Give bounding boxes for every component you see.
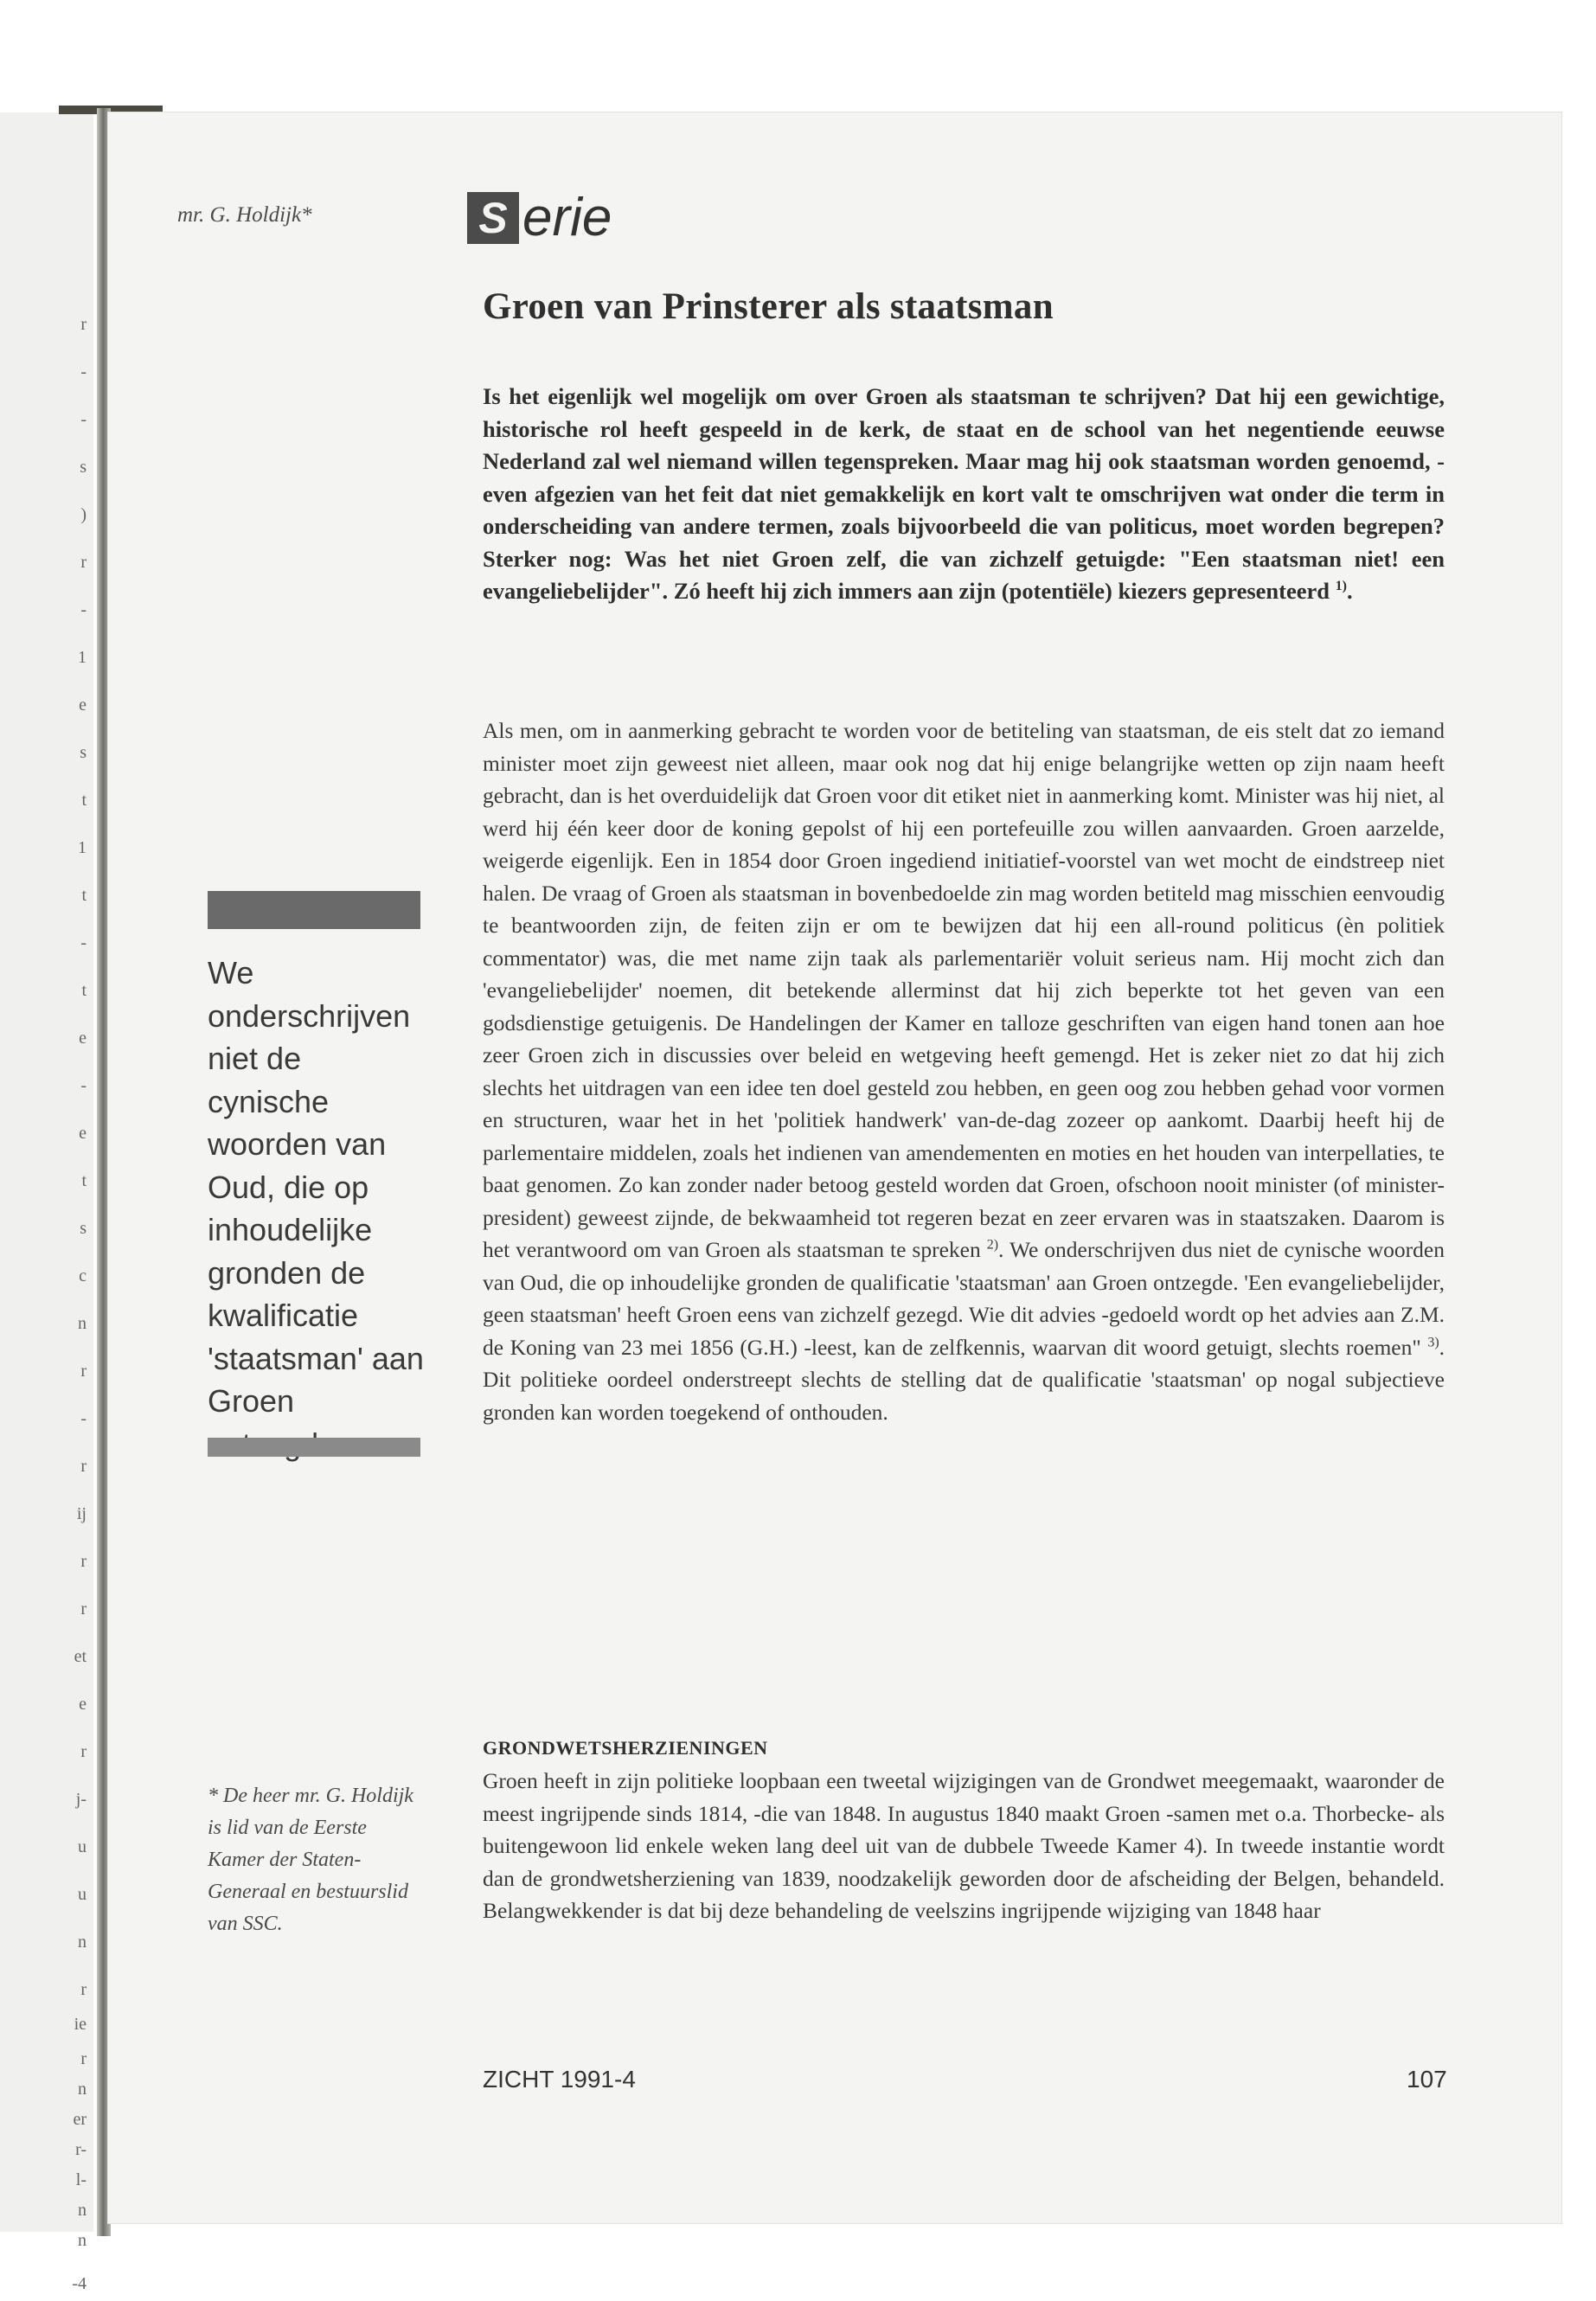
adjacent-page-fragment: t (81, 886, 87, 905)
adjacent-page-fragment: r (80, 1362, 87, 1381)
adjacent-page-fragment: s (80, 743, 87, 762)
adjacent-page-fragment: c (79, 1266, 87, 1285)
adjacent-page-fragment: l- (75, 2170, 87, 2189)
adjacent-page-fragment: t (81, 981, 87, 1000)
author-byline: mr. G. Holdijk* (177, 203, 312, 227)
footnote-ref: 1) (1335, 579, 1347, 594)
adjacent-page-fragment: s (80, 458, 87, 477)
series-label (467, 188, 612, 247)
section-heading: GRONDWETSHERZIENINGEN (483, 1737, 768, 1759)
adjacent-page-fragment: e (79, 1029, 87, 1048)
adjacent-page-fragment: - (80, 1409, 87, 1428)
section-body: Groen heeft in zijn politieke loopbaan een tweetal wijzigingen van de Grondwet meegemaakt, waaronder de meest ingrijpende sinds 1814, -die van 1848. In augustus 1840 maakt Groen -samen met o.a. Thorbecke- als buitengewoon lid enkele weken lang deel uit van de dubbele Tweede Kamer 4). In tweede instantie wordt dan de grondwetsherziening van 1839, noodzakelijk geworden door de afscheiding der Belgen, behandeld. Belangwekkender is dat bij deze behandeling de veelszins ingrijpende wijziging van 1848 haar (483, 1768, 1445, 1923)
adjacent-page-fragment: e (79, 1695, 87, 1714)
adjacent-page-fragment: r (80, 315, 87, 334)
article-title: Groen van Prinsterer als staatsman (483, 286, 1054, 327)
intro-text: Is het eigenlijk wel mogelijk om over Groen als staatsman te schrijven? Dat hij een gewichtige, historische rol heeft gespeeld in de kerk, de staat en de school van het negentiende eeuwse Nederland zal wel niemand willen tegenspreken. Maar mag hij ook staatsman worden genoemd, -even afgezien van het feit dat niet gemakkelijk en kort valt te omschrijven wat onder die term in onderscheiding van andere termen, zoals bijvoorbeeld die van politicus, moet worden begrepen? Sterker nog: Was het niet Groen zelf, die van zichzelf getuigde: "Een staatsman niet! een evangeliebelijder". Zó heeft hij zich immers aan zijn (potentiële) kiezers gepresenteerd (483, 383, 1445, 604)
adjacent-page-fragment: 1 (78, 648, 87, 667)
body-text-part-3: . Dit politieke oordeel onderstreept slechts de stelling dat de qualificatie 'staatsman' op nogal subjectieve gronden kan worden toegekend of onthouden. (483, 1334, 1445, 1425)
adjacent-page-fragment: r (80, 1980, 87, 1999)
adjacent-page-fragment: - (80, 933, 87, 952)
article-intro: Is het eigenlijk wel mogelijk om over Groen als staatsman te schrijven? Dat hij een gewichtige, historische rol heeft gespeeld in de kerk, de staat en de school van het negentiende eeuwse Nederland zal wel niemand willen tegenspreken. Maar mag hij ook staatsman worden genoemd, -even afgezien van het feit dat niet gemakkelijk en kort valt te omschrijven wat onder die term in onderscheiding van andere termen, zoals bijvoorbeeld die van politicus, moet worden begrepen? Sterker nog: Was het niet Groen zelf, die van zichzelf getuigde: "Een staatsman niet! een evangeliebelijder". Zó heeft hij zich immers aan zijn (potentiële) kiezers gepresenteerd $^{1)}$. (483, 383, 1445, 604)
adjacent-page-fragment: - (80, 600, 87, 619)
body-text-part-2: . We onderschrijven dus niet de cynische woorden van Oud, die op inhoudelijke gronden de qualificatie 'staatsman' aan Groen ontzegde. 'Een evangeliebelijder, geen staatsman' heeft Groen eens van zichzelf gezegd. Wie dit advies -gedoeld wordt op het advies aan Z.M. de Koning van 23 mei 1856 (G.H.) -leest, kan de zelfkennis, waarvan dit woord getuigt, slechts roemen" (483, 1237, 1445, 1360)
adjacent-page-fragment: n (78, 1932, 87, 1952)
adjacent-page-strip (0, 112, 93, 2293)
adjacent-page-fragment: - (80, 362, 87, 381)
adjacent-page-fragment: t (81, 1171, 87, 1190)
adjacent-page-fragment: u (78, 1885, 87, 1904)
adjacent-page-fragment: n (78, 2201, 87, 2220)
adjacent-page-fragment: r (80, 1599, 87, 1618)
adjacent-page-fragment: e (79, 695, 87, 715)
pull-quote-bar-bottom (208, 1438, 420, 1457)
adjacent-page-fragment: et (74, 1647, 87, 1666)
adjacent-page-fragment: ) (80, 505, 87, 524)
adjacent-page-fragment: er (73, 2110, 87, 2129)
adjacent-page-fragment: -4 (72, 2274, 87, 2293)
footnote-ref: 3) (1427, 1335, 1439, 1349)
author-footnote: * De heer mr. G. Holdijk is lid van de Eerste Kamer der Staten-Generaal en bestuurslid van SSC. (208, 1785, 413, 1935)
body-text-part-1: Als men, om in aanmerking gebracht te worden voor de betiteling van staatsman, de eis stelt dat zo iemand minister moet zijn geweest niet alleen, maar ook nog dat hij enige belangrijke wetten op zijn naam heeft gebracht, dan is het overduidelijk dat Groen voor dit etiket niet in aanmerking komt. Minister was hij niet, al werd hij één keer door de koning gepolst of hij een portefeuille zou willen aanvaarden. Groen aarzelde, weigerde eigenlijk. Een in 1854 door Groen ingediend initiatief-voorstel van wet mocht de eindstreep niet halen. De vraag of Groen als staatsman in bovenbedoelde zin mag worden betiteld mag misschien eenvoudig te beantwoorden zijn, de feiten zijn er om te bewijzen dat hij een all-round politicus (èn politiek commentator) was, die met name zijn taak als parlementariër voluit serieus nam. Hij mocht zich dan 'evangeliebelijder' noemen, dit betekende allerminst dat hij zich beperkte tot het geven van een godsdienstige getuigenis. De Handelingen der Kamer en talloze geschriften van eigen hand tonen aan hoe zeer Groen zich in discussies over beleid en wetgeving heeft gemengd. Het is zeker niet zo dat hij zich slechts het uitdragen van een idee ten doel gesteld zou hebben, en geen oog zou hebben gehad voor vormen en structuren, waar het in het 'politiek handwerk' van-de-dag zozeer op aankomt. Daarbij heeft hij de parlementaire middelen, zoals het indienen van amendementen en moties en het houden van interpellaties, te baat genomen. Zo kan zonder nader betoog gesteld worden dat Groen, ofschoon nooit minister (of minister-president) geweest zijnde, de bekwaamheid tot regeren bezat en zeer ervaren was in staatszaken. Daarom is het verantwoord om van Groen als staatsman te spreken (483, 718, 1445, 1262)
adjacent-page-fragment: n (78, 2231, 87, 2250)
adjacent-page-fragment: r (80, 1552, 87, 1571)
adjacent-page-fragment: ij (76, 1504, 87, 1523)
page-number: 107 (1407, 2066, 1447, 2093)
adjacent-page-fragment: r (80, 1457, 87, 1476)
footer-journal: ZICHT 1991-4 (483, 2066, 636, 2093)
footnote-ref: 2) (986, 1237, 999, 1253)
adjacent-page-fragment: ie (74, 2015, 87, 2034)
adjacent-page-fragment: t (81, 791, 87, 810)
adjacent-page-fragment: r (80, 553, 87, 572)
adjacent-page-fragment: j- (75, 1790, 87, 1809)
adjacent-page-fragment: e (79, 1124, 87, 1143)
pull-quote-bar-top (208, 891, 420, 929)
adjacent-page-fragment: n (78, 1314, 87, 1333)
adjacent-page-fragment: s (80, 1219, 87, 1238)
article-body (483, 715, 1445, 1428)
adjacent-page-fragment: r- (75, 2140, 87, 2159)
adjacent-page-fragment: r (80, 1742, 87, 1761)
adjacent-page-fragment: n (78, 2080, 87, 2099)
adjacent-page-fragment: r (80, 2049, 87, 2068)
adjacent-page-fragment: - (80, 1076, 87, 1095)
series-label-rest: erie (522, 188, 612, 247)
adjacent-page-fragment: 1 (78, 838, 87, 857)
adjacent-page-fragment: - (80, 410, 87, 429)
pull-quote: We onderschrijven niet de cynische woorden van Oud, die op inhoudelijke gronden de kwalificatie 'staatsman' aan Groen (208, 955, 424, 1419)
series-initial-box: S (467, 192, 519, 244)
adjacent-page-fragment: u (78, 1837, 87, 1856)
